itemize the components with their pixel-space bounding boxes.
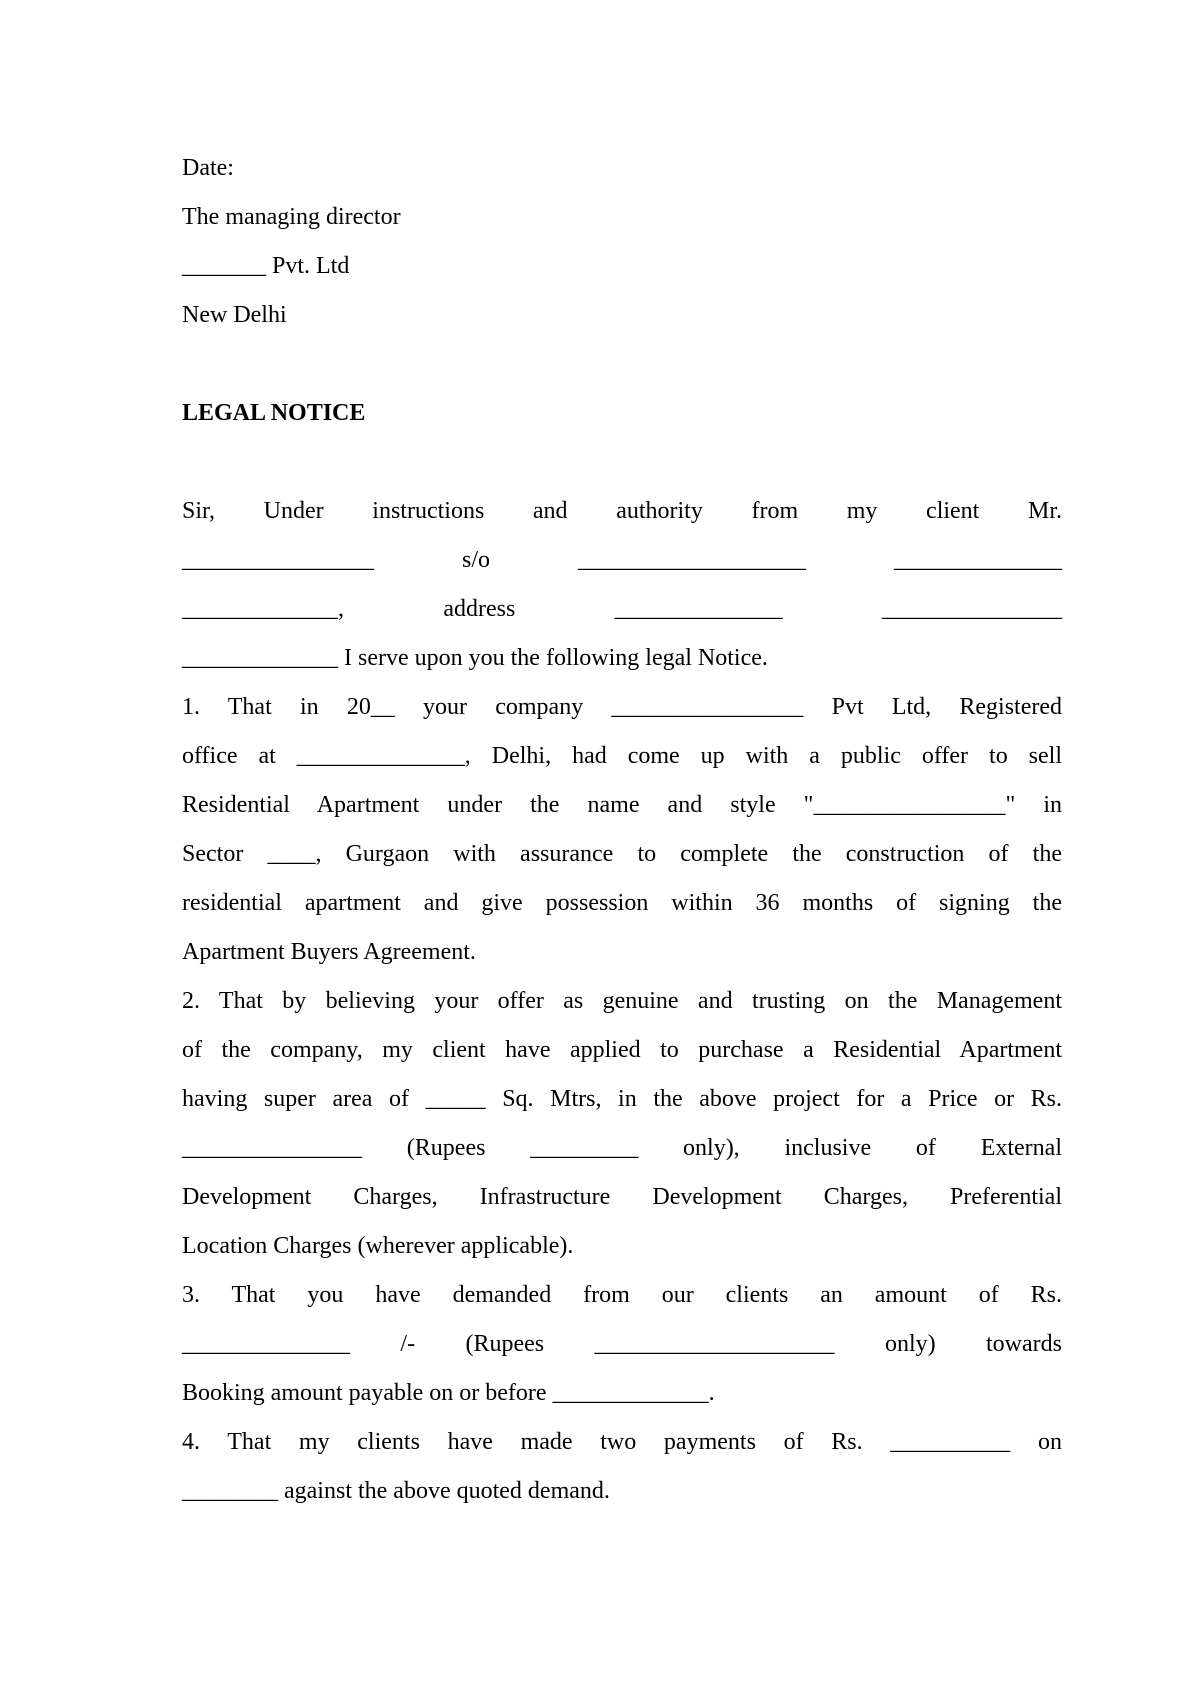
intro-line: ________________ s/o ___________________ ______________ — [182, 547, 1062, 573]
paragraph-line: Sector ____, Gurgaon with assurance to complete the construction of the — [182, 841, 1062, 867]
paragraph-line: 2. That by believing your offer as genuine and trusting on the Management — [182, 988, 1062, 1014]
notice-body — [182, 144, 1062, 1516]
intro-paragraph — [182, 487, 1062, 683]
paragraph-line: 4. That my clients have made two payments of Rs. __________ on — [182, 1429, 1062, 1455]
paragraph-line: _______________ (Rupees _________ only), inclusive of External — [182, 1135, 1062, 1161]
paragraph-4 — [182, 1418, 1062, 1516]
intro-line: _____________, address ______________ _______________ — [182, 596, 1062, 622]
paragraph-1 — [182, 683, 1062, 977]
notice-title: LEGAL NOTICE — [182, 400, 366, 426]
paragraph-2 — [182, 977, 1062, 1271]
intro-line: _____________ I serve upon you the following legal Notice. — [182, 645, 768, 671]
paragraph-3 — [182, 1271, 1062, 1418]
paragraph-line: having super area of _____ Sq. Mtrs, in the above project for a Price or Rs. — [182, 1086, 1062, 1112]
intro-line: Sir, Under instructions and authority from my client Mr. — [182, 498, 1062, 524]
date-label: Date: — [182, 155, 234, 181]
paragraph-line: Development Charges, Infrastructure Development Charges, Preferential — [182, 1184, 1062, 1210]
paragraph-line: residential apartment and give possession within 36 months of signing the — [182, 890, 1062, 916]
spacer — [182, 340, 1062, 389]
company-line: _______ Pvt. Ltd — [182, 253, 350, 279]
paragraph-line: 3. That you have demanded from our clients an amount of Rs. — [182, 1282, 1062, 1308]
city-line: New Delhi — [182, 302, 287, 328]
paragraph-line: of the company, my client have applied to purchase a Residential Apartment — [182, 1037, 1062, 1063]
spacer — [182, 438, 1062, 487]
paragraph-line: 1. That in 20__ your company ________________ Pvt Ltd, Registered — [182, 694, 1062, 720]
paragraph-line: Apartment Buyers Agreement. — [182, 939, 476, 965]
paragraph-line: Residential Apartment under the name and style "________________" in — [182, 792, 1062, 818]
paragraph-line: ______________ /- (Rupees ____________________ only) towards — [182, 1331, 1062, 1357]
paragraph-line: ________ against the above quoted demand. — [182, 1478, 610, 1504]
recipient-line: The managing director — [182, 204, 401, 230]
paragraph-line: office at ______________, Delhi, had come up with a public offer to sell — [182, 743, 1062, 769]
paragraph-line: Location Charges (wherever applicable). — [182, 1233, 574, 1259]
paragraph-line: Booking amount payable on or before _____________. — [182, 1380, 715, 1406]
